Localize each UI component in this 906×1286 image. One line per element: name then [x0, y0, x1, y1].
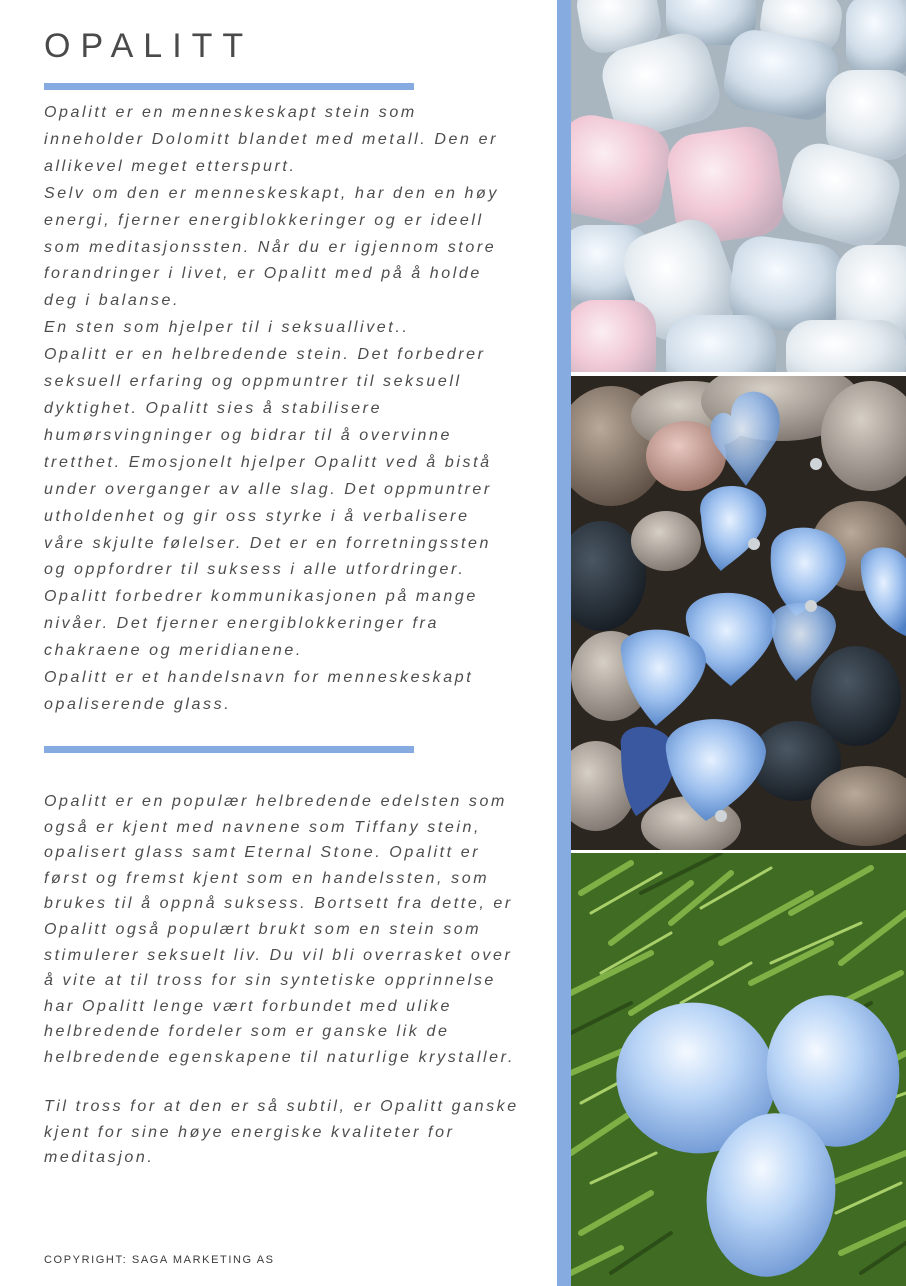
text-line: også er kjent med navnene som Tiffany stein,: [44, 818, 482, 836]
text-line: humørsvingninger og bidrar til å overvinne: [44, 426, 453, 444]
text-line: og oppfordrer til suksess i alle utfordringer.: [44, 561, 466, 579]
title-divider: [44, 83, 414, 90]
text-line: har Opalitt lenge vært forbundet med ulike: [44, 997, 453, 1015]
text-line: Opalitt er et handelsnavn for menneskeskapt: [44, 669, 474, 687]
text-line: helbredende egenskapene til naturlige krystaller.: [44, 1048, 516, 1066]
description-text: [44, 789, 544, 1071]
text-line: å vite at til tross for sin syntetiske opprinnelse: [44, 972, 496, 990]
text-line: kjent for sine høye energiske kvaliteter for: [44, 1123, 455, 1141]
text-line: stimulerer seksuelt liv. Du vil bli overrasket over: [44, 946, 513, 964]
text-line: tretthet. Emosjonelt hjelper Opalitt ved å bistå: [44, 453, 492, 471]
copyright-notice: COPYRIGHT: SAGA MARKETING AS: [44, 1254, 275, 1266]
page-title: OPALITT: [44, 27, 254, 65]
text-line: allikevel meget etterspurt.: [44, 157, 297, 175]
text-line: dyktighet. Opalitt sies å stabilisere: [44, 399, 383, 417]
text-line: under overganger av alle slag. Det oppmuntrer: [44, 480, 492, 498]
text-line: helbredende fordeler som er ganske lik de: [44, 1023, 450, 1041]
text-line: Selv om den er menneskeskapt, har den en høy: [44, 184, 500, 202]
text-line: våre skjulte følelser. Det er en forretningssten: [44, 534, 492, 552]
text-line: brukes til å oppnå suksess. Bortsett fra dette, er: [44, 895, 513, 913]
opalite-heart-pendants-photo: [571, 376, 906, 850]
text-line: Opalitt også populært brukt som en stein som: [44, 920, 482, 938]
text-line: Opalitt er en helbredende stein. Det forbedrer: [44, 346, 486, 364]
text-line: opalisert glass samt Eternal Stone. Opalitt er: [44, 844, 481, 862]
text-line: opaliserende glass.: [44, 695, 232, 713]
text-line: inneholder Dolomitt blandet med metall. Den er: [44, 130, 498, 148]
text-line: meditasjon.: [44, 1149, 155, 1167]
text-line: deg i balanse.: [44, 292, 181, 310]
text-line: Opalitt er en populær helbredende edelsten som: [44, 793, 507, 810]
text-line: utholdenhet og gir oss styrke i å verbalisere: [44, 507, 470, 525]
text-line: Opalitt er en menneskeskapt stein som: [44, 104, 417, 121]
text-line: En sten som hjelper til i seksuallivet..: [44, 319, 410, 337]
intro-text: [44, 100, 544, 719]
accent-bar: [557, 0, 571, 1286]
text-line: som meditasjonssten. Når du er igjennom store: [44, 238, 497, 256]
opalite-palm-stones-on-grass-photo: [571, 853, 906, 1286]
text-line: nivåer. Det fjerner energiblokkeringer fra: [44, 615, 439, 633]
section-divider: [44, 746, 414, 753]
text-line: forandringer i livet, er Opalitt med på å holde: [44, 265, 482, 283]
text-line: Opalitt forbedrer kommunikasjonen på mange: [44, 588, 478, 606]
text-line: seksuell erfaring og oppmuntrer til seksuell: [44, 373, 462, 391]
meditation-text: [44, 1094, 544, 1171]
text-line: energi, fjerner energiblokkeringer og er ideell: [44, 211, 484, 229]
text-line: Til tross for at den er så subtil, er Opalitt ganske: [44, 1098, 519, 1115]
text-line: først og fremst kjent som en handelssten, som: [44, 869, 490, 887]
tumbled-opalite-stones-photo: [571, 0, 906, 372]
text-line: chakraene og meridianene.: [44, 642, 303, 660]
